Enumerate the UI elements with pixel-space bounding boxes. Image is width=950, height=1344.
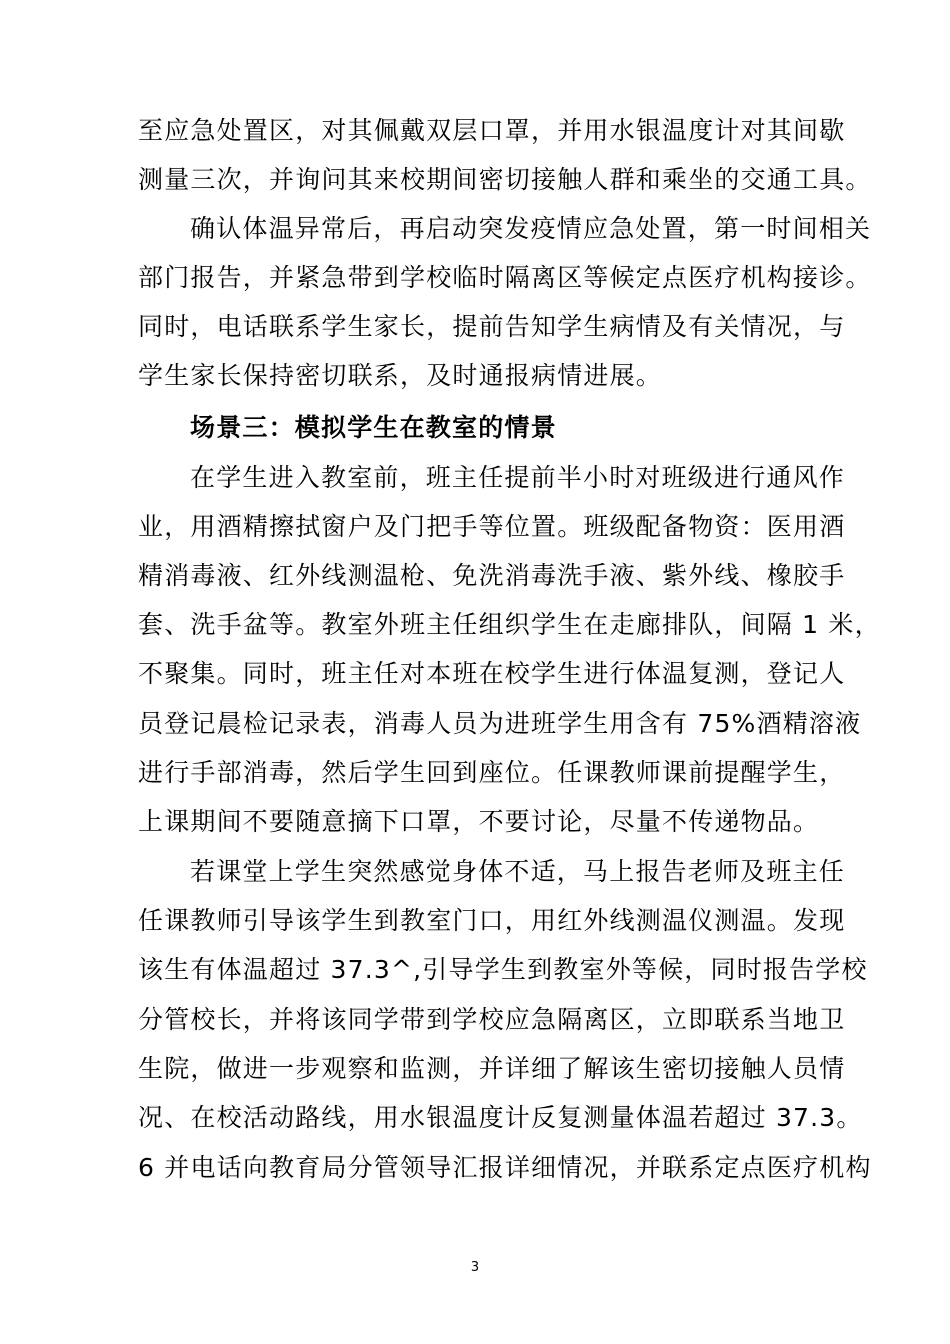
text-line: 同时，电话联系学生家长，提前告知学生病情及有关情况，与 [138, 312, 846, 341]
text-line: 上课期间不要随意摘下口罩，不要讨论，尽量不传递物品。 [138, 807, 820, 836]
text-line: 在学生进入教室前，班主任提前半小时对班级进行通风作 [190, 463, 846, 492]
text-line: 分管校长，并将该同学带到学校应急隔离区，立即联系当地卫 [138, 1005, 846, 1034]
text-line: 进行手部消毒，然后学生回到座位。任课教师课前提醒学生， [138, 758, 846, 787]
text-line: 不聚集。同时，班主任对本班在校学生进行体温复测，登记人 [138, 659, 846, 688]
text-line: 况、在校活动路线，用水银温度计反复测量体温若超过 37.3。 [138, 1103, 863, 1132]
text-line: 生院，做进一步观察和监测，并详细了解该生密切接触人员情 [138, 1054, 846, 1083]
text-line: 测量三次，并询问其来校期间密切接触人群和乘坐的交通工具。 [138, 165, 872, 194]
text-line: 学生家长保持密切联系，及时通报病情进展。 [138, 361, 663, 390]
text-line: 该生有体温超过 37.3^,引导学生到教室外等候，同时报告学校 [138, 955, 868, 984]
text-line: 任课教师引导该学生到教室门口，用红外线测温仪测温。发现 [138, 906, 846, 935]
text-line: 部门报告，并紧急带到学校临时隔离区等候定点医疗机构接诊。 [138, 263, 872, 292]
section-heading: 场景三：模拟学生在教室的情景 [190, 413, 557, 442]
text-line: 若课堂上学生突然感觉身体不适，马上报告老师及班主任 [190, 857, 846, 886]
text-line: 员登记晨检记录表，消毒人员为进班学生用含有 75%酒精溶液 [138, 709, 862, 738]
page-number: 3 [470, 1260, 480, 1275]
text-line: 确认体温异常后，再启动突发疫情应急处置，第一时间相关 [190, 214, 872, 243]
text-line: 至应急处置区，对其佩戴双层口罩，并用水银温度计对其间歇 [138, 116, 846, 145]
text-line: 精消毒液、红外线测温枪、免洗消毒洗手液、紫外线、橡胶手 [138, 561, 846, 590]
text-line: 业，用酒精擦拭窗户及门把手等位置。班级配备物资：医用酒 [138, 512, 846, 541]
text-line: 套、洗手盆等。教室外班主任组织学生在走廊排队，间隔 1 米， [138, 610, 881, 639]
text-line: 6 并电话向教育局分管领导汇报详细情况，并联系定点医疗机构 [138, 1153, 872, 1182]
